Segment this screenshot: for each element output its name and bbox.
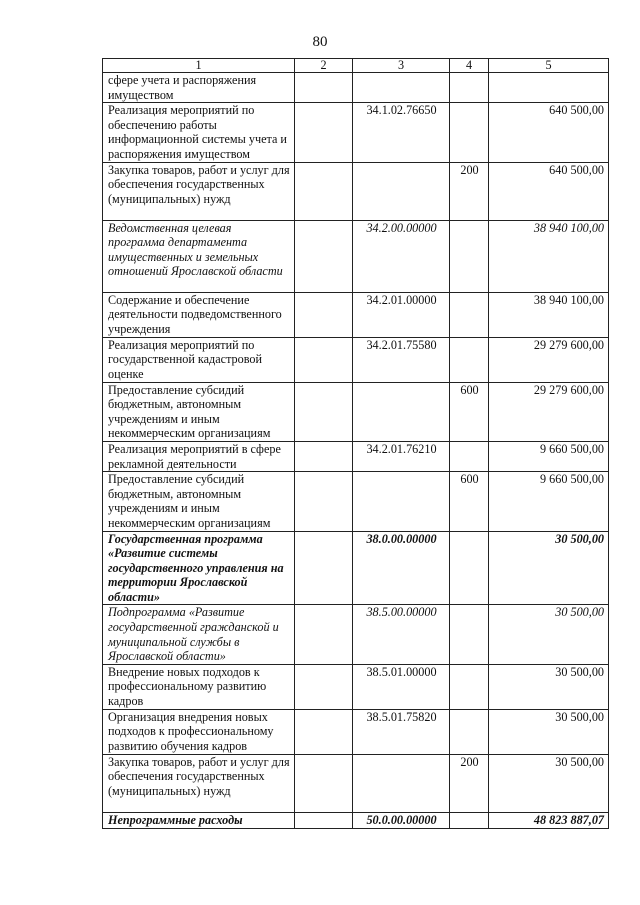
row-name-cell: Реализация мероприятий по обеспечению работы информационной системы учета и распоряжения имуществом (103, 103, 295, 162)
table-row (103, 812, 609, 828)
row-code-cell: 38.5.01.00000 (353, 664, 450, 709)
row-type-cell (450, 103, 489, 162)
row-name-cell: Закупка товаров, работ и услуг для обеспечения государственных (муниципальных) нужд (103, 162, 295, 220)
row-col2-cell (295, 220, 353, 292)
row-amount-cell: 29 279 600,00 (489, 382, 609, 441)
table-row (103, 73, 609, 103)
row-col2-cell (295, 73, 353, 103)
row-amount-cell: 640 500,00 (489, 162, 609, 220)
row-type-cell (450, 337, 489, 382)
table-row (103, 382, 609, 441)
row-amount-cell: 9 660 500,00 (489, 441, 609, 471)
row-name-cell: Государственная программа «Развитие системы государственного управления на территории Ярославской области» (103, 531, 295, 605)
row-col2-cell (295, 382, 353, 441)
row-name-cell: Подпрограмма «Развитие государственной гражданской и муниципальной службы в Ярославской области» (103, 605, 295, 664)
row-type-cell (450, 441, 489, 471)
column-header-4: 4 (450, 59, 489, 73)
row-name-cell: Закупка товаров, работ и услуг для обеспечения государственных (муниципальных) нужд (103, 754, 295, 812)
row-code-cell: 38.5.00.00000 (353, 605, 450, 664)
row-code-cell: 34.2.00.00000 (353, 220, 450, 292)
row-amount-cell: 30 500,00 (489, 709, 609, 754)
row-amount-cell: 640 500,00 (489, 103, 609, 162)
row-type-cell: 200 (450, 754, 489, 812)
table-row (103, 664, 609, 709)
row-amount-cell (489, 73, 609, 103)
column-header-3: 3 (353, 59, 450, 73)
row-col2-cell (295, 709, 353, 754)
row-name-cell: Ведомственная целевая программа департамента имущественных и земельных отношений Ярославской области (103, 220, 295, 292)
row-col2-cell (295, 664, 353, 709)
row-col2-cell (295, 605, 353, 664)
row-amount-cell: 30 500,00 (489, 754, 609, 812)
row-type-cell (450, 531, 489, 605)
column-header-5: 5 (489, 59, 609, 73)
row-amount-cell: 30 500,00 (489, 605, 609, 664)
row-name-cell: Предоставление субсидий бюджетным, автономным учреждениям и иным некоммерческим организациям (103, 472, 295, 531)
page-number: 80 (312, 34, 328, 50)
column-header-1: 1 (103, 59, 295, 73)
row-name-cell: сфере учета и распоряжения имуществом (103, 73, 295, 103)
row-name-cell: Реализация мероприятий в сфере рекламной деятельности (103, 441, 295, 471)
row-code-cell: 38.0.00.00000 (353, 531, 450, 605)
row-amount-cell: 29 279 600,00 (489, 337, 609, 382)
row-col2-cell (295, 162, 353, 220)
row-code-cell: 34.2.01.75580 (353, 337, 450, 382)
row-code-cell: 34.2.01.76210 (353, 441, 450, 471)
table-header-row (103, 59, 609, 73)
row-col2-cell (295, 337, 353, 382)
table-row (103, 162, 609, 220)
row-type-cell (450, 812, 489, 828)
row-type-cell (450, 73, 489, 103)
row-code-cell: 38.5.01.75820 (353, 709, 450, 754)
row-amount-cell: 9 660 500,00 (489, 472, 609, 531)
row-type-cell (450, 220, 489, 292)
row-type-cell (450, 605, 489, 664)
row-col2-cell (295, 441, 353, 471)
row-col2-cell (295, 472, 353, 531)
table-row (103, 441, 609, 471)
row-type-cell (450, 709, 489, 754)
row-code-cell (353, 382, 450, 441)
row-amount-cell: 48 823 887,07 (489, 812, 609, 828)
row-name-cell: Предоставление субсидий бюджетным, автономным учреждениям и иным некоммерческим организациям (103, 382, 295, 441)
table-row (103, 709, 609, 754)
row-type-cell: 600 (450, 472, 489, 531)
row-amount-cell: 38 940 100,00 (489, 220, 609, 292)
row-code-cell (353, 754, 450, 812)
row-amount-cell: 30 500,00 (489, 664, 609, 709)
table-row (103, 292, 609, 337)
table-row (103, 531, 609, 605)
row-code-cell: 50.0.00.00000 (353, 812, 450, 828)
row-amount-cell: 30 500,00 (489, 531, 609, 605)
column-header-2: 2 (295, 59, 353, 73)
row-col2-cell (295, 292, 353, 337)
row-name-cell: Реализация мероприятий по государственной кадастровой оценке (103, 337, 295, 382)
table-row (103, 103, 609, 162)
budget-table (102, 58, 609, 829)
table-row (103, 337, 609, 382)
row-type-cell (450, 664, 489, 709)
row-name-cell: Содержание и обеспечение деятельности подведомственного учреждения (103, 292, 295, 337)
row-col2-cell (295, 531, 353, 605)
row-code-cell (353, 73, 450, 103)
row-code-cell (353, 472, 450, 531)
table-body (103, 73, 609, 829)
row-code-cell: 34.2.01.00000 (353, 292, 450, 337)
row-type-cell: 600 (450, 382, 489, 441)
row-col2-cell (295, 103, 353, 162)
row-amount-cell: 38 940 100,00 (489, 292, 609, 337)
table-row (103, 754, 609, 812)
row-name-cell: Организация внедрения новых подходов к профессиональному развитию обучения кадров (103, 709, 295, 754)
row-name-cell: Непрограммные расходы (103, 812, 295, 828)
table-row (103, 605, 609, 664)
row-type-cell: 200 (450, 162, 489, 220)
row-name-cell: Внедрение новых подходов к профессиональному развитию кадров (103, 664, 295, 709)
table-row (103, 220, 609, 292)
row-code-cell (353, 162, 450, 220)
row-code-cell: 34.1.02.76650 (353, 103, 450, 162)
row-type-cell (450, 292, 489, 337)
table-row (103, 472, 609, 531)
row-col2-cell (295, 754, 353, 812)
row-col2-cell (295, 812, 353, 828)
